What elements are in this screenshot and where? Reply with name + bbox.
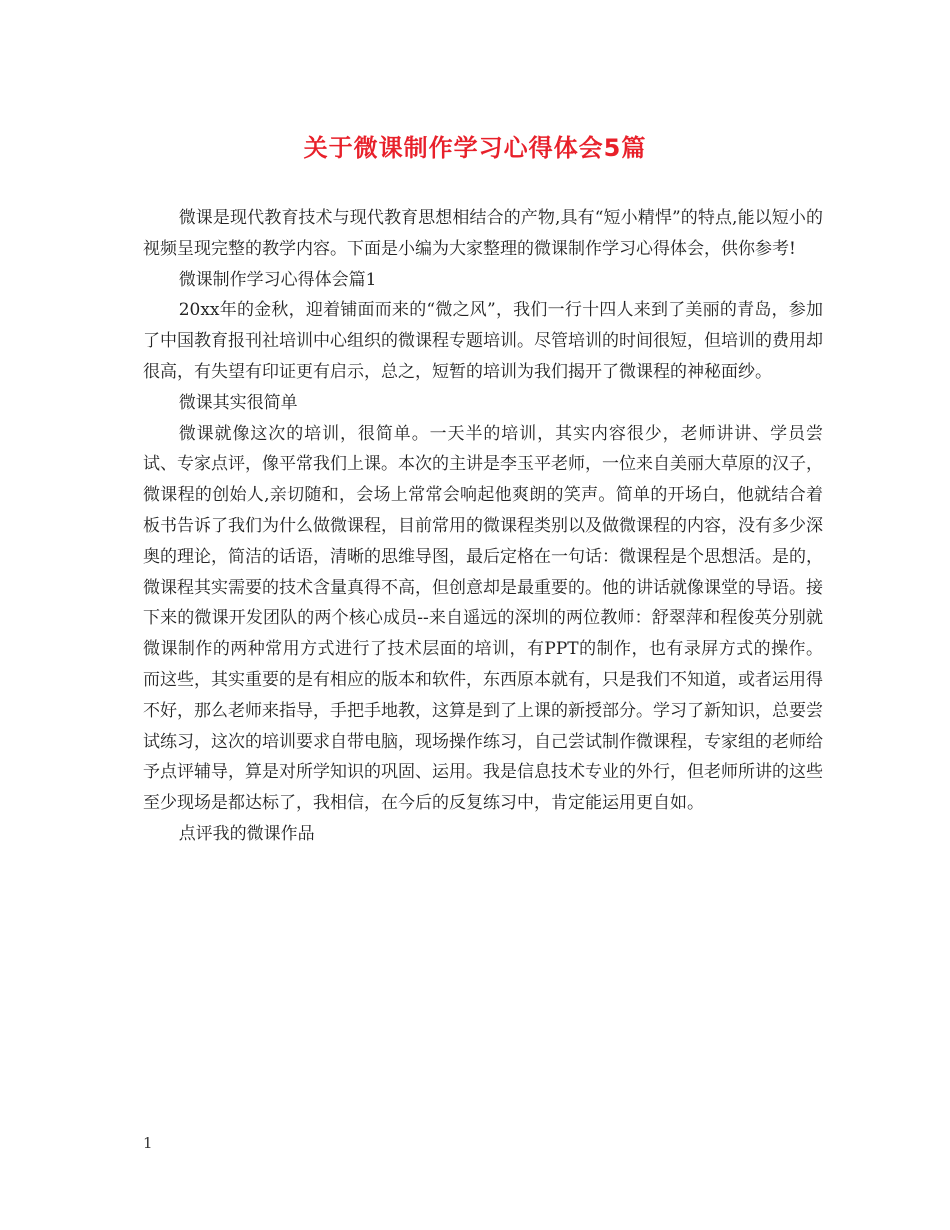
document-title: 关于微课制作学习心得体会5篇: [303, 134, 647, 162]
page-number: 1: [143, 1134, 153, 1152]
section-heading-part-1: 微课制作学习心得体会篇1: [178, 269, 377, 290]
document-body: [143, 203, 823, 850]
section-subheading: 点评我的微课作品: [178, 823, 315, 844]
body-paragraph: 微课就像这次的培训，很简单。一天半的培训，其实内容很少，老师讲讲、学员尝试、专家点评，像平常我们上课。本次的主讲是李玉平老师，一位来自美丽大草原的汉子，微课程的创始人,亲切随和，会场上常常会响起他爽朗的笑声。简单的开场白，他就结合着板书告诉了我们为什么做微课程，目前常用的微课程类别以及做微课程的内容，没有多少深奥的理论，简洁的话语，清晰的思维导图，最后定格在一句话：微课程是个思想活。是的，微课程其实需要的技术含量真得不高，但创意却是最重要的。他的讲话就像课堂的导语。接下来的微课开发团队的两个核心成员--来自遥远的深圳的两位教师：舒翠萍和程俊英分别就微课制作的两种常用方式进行了技术层面的培训，有PPT的制作，也有录屏方式的操作。而这些，其实重要的是有相应的版本和软件，东西原本就有，只是我们不知道，或者运用得不好，那么老师来指导，手把手地教，这算是到了上课的新授部分。学习了新知识，总要尝试练习，这次的培训要求自带电脑，现场操作练习，自己尝试制作微课程，专家组的老师给予点评辅导，算是对所学知识的巩固、运用。我是信息技术专业的外行，但老师所讲的这些至少现场是都达标了，我相信，在今后的反复练习中，肯定能运用更自如。: [143, 423, 823, 814]
body-paragraph: 20xx年的金秋，迎着铺面而来的“微之风”，我们一行十四人来到了美丽的青岛，参加了中国教育报刊社培训中心组织的微课程专题培训。尽管培训的时间很短，但培训的费用却很高，有失望有印证更有启示，总之，短暂的培训为我们揭开了微课程的神秘面纱。: [143, 300, 823, 382]
section-subheading: 微课其实很简单: [178, 392, 298, 413]
intro-paragraph: 微课是现代教育技术与现代教育思想相结合的产物,具有“短小精悍”的特点,能以短小的视频呈现完整的教学内容。下面是小编为大家整理的微课制作学习心得体会，供你参考!: [143, 208, 823, 259]
